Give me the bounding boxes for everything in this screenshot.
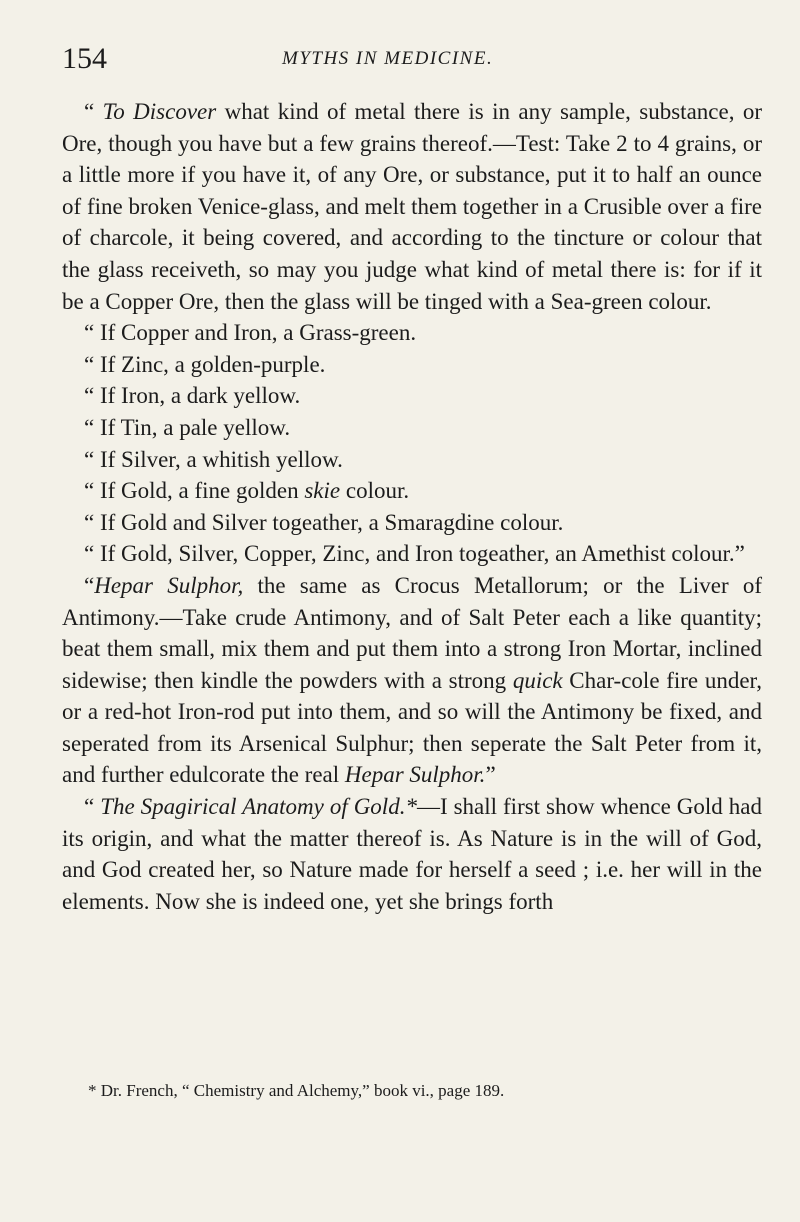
italic-word: skie: [304, 478, 341, 504]
list-line: “ If Gold and Silver togeather, a Smaragdine colour.: [84, 509, 564, 535]
paragraph-to-discover: [62, 96, 762, 317]
text-span: “: [84, 572, 95, 598]
running-title: MYTHS IN MEDICINE.: [282, 48, 494, 69]
text-span: colour.: [340, 478, 410, 504]
list-line: “ If Copper and Iron, a Grass-green.: [84, 320, 417, 346]
paragraph-hepar-sulphor: [62, 570, 762, 791]
text-span: ”: [485, 762, 496, 788]
list-line: “ If Zinc, a golden-purple.: [84, 351, 326, 377]
page-header: [62, 42, 762, 82]
list-line: “ If Tin, a pale yellow.: [84, 414, 291, 440]
italic-word: Hepar Sulphor.: [344, 762, 486, 788]
text-span: the same as Crocus Metallorum; or the Liver of Antimony.—Take crude Antimony, and of Salt Peter each a like quantity; beat them small, mix them and put them into a strong Iron Mortar, inclined sidewise; then kindle the powders with a strong: [62, 572, 762, 693]
text-span: “: [84, 794, 101, 820]
text-span: Char-cole fire under, or a red-hot Iron-rod put into them, and so will the Antimony be fixed, and seperated from its Arsenical Sulphur; then seperate the Salt Peter from it, and further edulcorate the real: [62, 667, 763, 788]
paragraph-spagirical-anatomy: [62, 791, 762, 917]
body-text: [62, 96, 762, 917]
italic-word: quick: [512, 667, 563, 693]
italic-heading: To Discover: [102, 99, 217, 124]
italic-heading: Hepar Sulphor,: [94, 572, 244, 598]
footnote: * Dr. French, “ Chemistry and Alchemy,” book vi., page 189.: [88, 1081, 505, 1100]
list-line: “ If Iron, a dark yellow.: [84, 383, 301, 409]
page-number: 154: [62, 42, 107, 75]
text-span: —I shall first show whence Gold had its origin, and what the matter thereof is. As Nature is in the will of God, and God created her, so Nature made for herself a seed ; i.e. her will in the elements. Now she is indeed one, yet she brings forth: [62, 794, 763, 914]
list-line: “ If Gold, Silver, Copper, Zinc, and Iron togeather, an Amethist colour.”: [84, 541, 745, 567]
list-line: “ If Silver, a whitish yellow.: [84, 446, 343, 472]
text-span: “: [84, 99, 103, 124]
text-span: “ If Gold, a fine golden: [84, 478, 305, 504]
text-span: what kind of metal there is in any sample, substance, or Ore, though you have but a few grains thereof.—Test: Take 2 to 4 grains, or a little more if you have it, of any Ore, or substance, put it to half an ounce of fine broken Venice-glass, and melt them together in a Crusible over a fire of charcole, it being covered, and according to the tincture or colour that the glass receiveth, so may you judge what kind of metal there is: for if it be a Copper Ore, then the glass will be tinged with a Sea-green colour.: [62, 99, 762, 314]
list-line: [62, 475, 762, 507]
italic-heading: The Spagirical Anatomy of Gold.*: [100, 794, 417, 820]
